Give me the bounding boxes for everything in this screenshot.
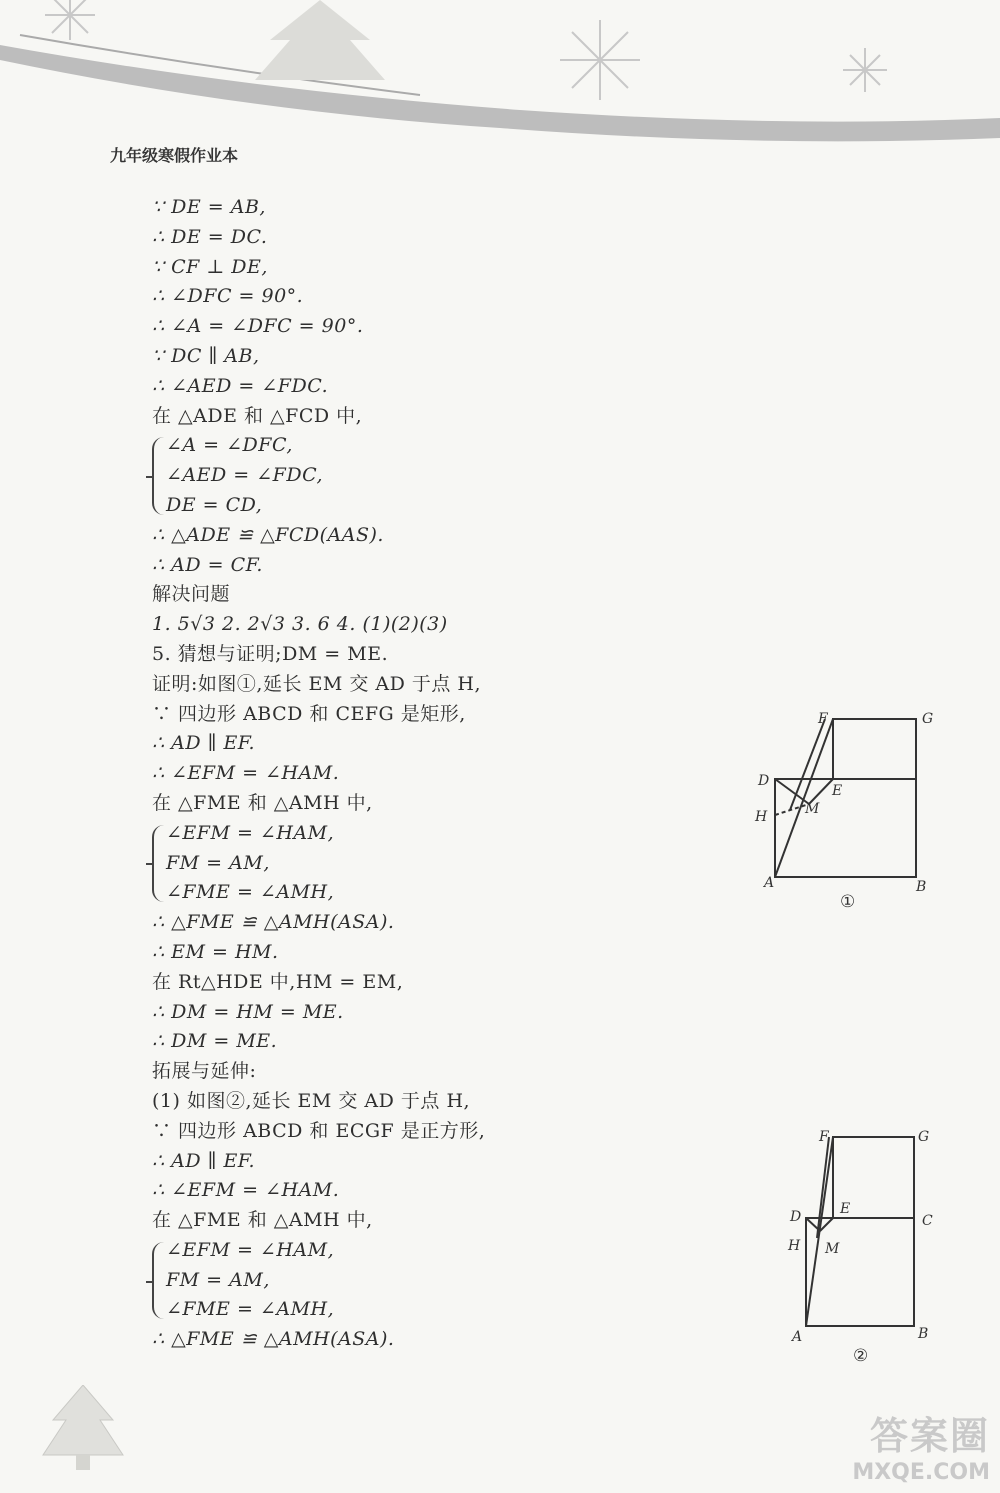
fig1-label-f: F — [818, 711, 828, 727]
fig2-label-f: F — [819, 1129, 829, 1145]
text-line: ∴ DM = ME. — [152, 1030, 278, 1053]
text-line: 解决问题 — [152, 583, 231, 606]
brace — [152, 1242, 164, 1319]
text-line: ∴ △ADE ≌ △FCD(AAS). — [152, 523, 384, 546]
text-line: ∴ ∠EFM = ∠HAM. — [152, 762, 340, 785]
text-line: (1) 如图②,延长 EM 交 AD 于点 H, — [152, 1089, 471, 1112]
text-line: ∴ DM = HM = ME. — [152, 1000, 344, 1023]
solution-text — [152, 193, 732, 1355]
fig1-label-g: G — [922, 711, 934, 727]
christmas-tree-icon — [38, 1385, 128, 1475]
system-line: DE = CD, — [166, 493, 263, 516]
brace — [152, 437, 164, 514]
fig1-label-a: A — [764, 875, 775, 891]
text-line: 在 △FME 和 △AMH 中, — [152, 1209, 373, 1232]
fig1-label-d: D — [758, 773, 770, 789]
equation-system — [152, 1236, 732, 1325]
text-line: ∵ 四边形 ABCD 和 ECGF 是正方形, — [152, 1119, 486, 1142]
system-line: ∠EFM = ∠HAM, — [166, 1238, 335, 1261]
watermark-site: MXQE.COM — [852, 1460, 990, 1485]
fig1-label-e: E — [832, 783, 843, 799]
text-line: ∴ ∠EFM = ∠HAM. — [152, 1179, 340, 1202]
fig2-label-b: B — [918, 1326, 929, 1342]
fig2-label-h: H — [788, 1238, 801, 1254]
system-line: ∠EFM = ∠HAM, — [166, 821, 335, 844]
text-line: ∴ ∠AED = ∠FDC. — [152, 374, 329, 397]
text-line: 在 △FME 和 △AMH 中, — [152, 791, 373, 814]
fig2-label-d: D — [790, 1209, 802, 1225]
fig1-label-b: B — [916, 879, 927, 895]
fig2-label-e: E — [840, 1201, 851, 1217]
text-line: ∴ △FME ≌ △AMH(ASA). — [152, 1328, 395, 1351]
text-line: ∴ EM = HM. — [152, 940, 279, 963]
text-line: ∴ DE = DC. — [152, 225, 268, 248]
fig2-label-c: C — [922, 1213, 933, 1229]
text-line: ∵ DC ∥ AB, — [152, 344, 260, 367]
fig2-label-a: A — [792, 1329, 803, 1345]
header-banner — [0, 0, 1000, 150]
text-line: ∴ ∠A = ∠DFC = 90°. — [152, 315, 364, 338]
text-line: 在 Rt△HDE 中,HM = EM, — [152, 970, 404, 993]
text-line: 5. 猜想与证明;DM = ME. — [152, 642, 389, 665]
figure-2 — [780, 1123, 960, 1368]
text-line: 1. 5√3 2. 2√3 3. 6 4. (1)(2)(3) — [152, 613, 448, 636]
text-line: ∴ AD ∥ EF. — [152, 1149, 256, 1172]
fig2-label-g: G — [918, 1129, 930, 1145]
system-line: FM = AM, — [166, 851, 270, 874]
system-line: ∠FME = ∠AMH, — [166, 881, 335, 904]
system-line: ∠A = ∠DFC, — [166, 434, 293, 457]
figure-1 — [750, 705, 950, 920]
text-line: ∴ △FME ≌ △AMH(ASA). — [152, 911, 395, 934]
text-line: ∴ ∠DFC = 90°. — [152, 285, 304, 308]
christmas-tree-icon — [255, 0, 385, 80]
equation-system — [152, 431, 732, 520]
text-line: ∵ CF ⊥ DE, — [152, 255, 268, 278]
text-line: ∵ 四边形 ABCD 和 CEFG 是矩形, — [152, 702, 466, 725]
text-line: ∴ AD ∥ EF. — [152, 732, 256, 755]
watermark — [830, 1405, 990, 1485]
page-header-title: 九年级寒假作业本 — [110, 146, 239, 165]
text-line: 证明:如图①,延长 EM 交 AD 于点 H, — [152, 672, 482, 695]
fig2-caption: ② — [853, 1346, 869, 1366]
fig1-label-m: M — [805, 801, 820, 817]
text-line: 在 △ADE 和 △FCD 中, — [152, 404, 363, 427]
brace — [152, 825, 164, 902]
fig1-caption: ① — [840, 892, 856, 912]
fig1-label-h: H — [755, 809, 768, 825]
watermark-logo: 答案圈 — [869, 1414, 990, 1458]
text-line: 拓展与延伸: — [152, 1060, 257, 1083]
text-line: ∴ AD = CF. — [152, 553, 263, 576]
text-line: ∵ DE = AB, — [152, 196, 266, 218]
system-line: FM = AM, — [166, 1268, 270, 1291]
system-line: ∠FME = ∠AMH, — [166, 1298, 335, 1321]
equation-system — [152, 819, 732, 908]
fig2-label-m: M — [825, 1241, 840, 1257]
system-line: ∠AED = ∠FDC, — [166, 464, 323, 487]
